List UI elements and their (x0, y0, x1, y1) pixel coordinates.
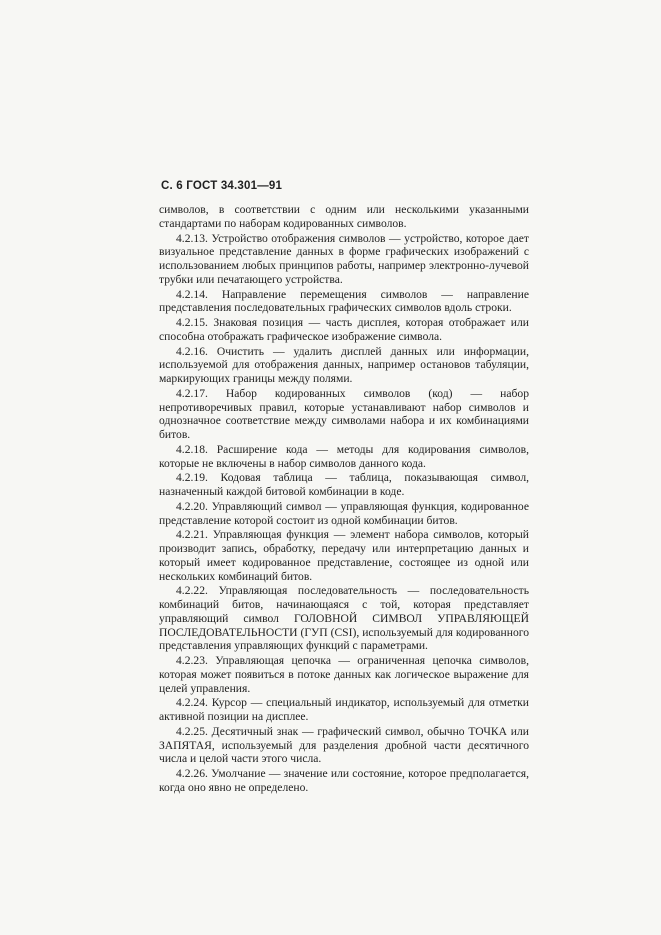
paragraph-4-2-21: 4.2.21. Управляющая функция — элемент набора символов, который производит запись, обработку, передачу или интерпретацию данных и который имеет кодированное представление, состоящее из одной или нескольких комбинаций битов. (159, 528, 529, 583)
paragraph-4-2-23: 4.2.23. Управляющая цепочка — ограниченная цепочка символов, которая может появиться в потоке данных как логическое выражение для целей управления. (159, 654, 529, 695)
paragraph-4-2-25: 4.2.25. Десятичный знак — графический символ, обычно ТОЧКА или ЗАПЯТАЯ, используемый для разделения дробной части десятичного числа и целой части этого числа. (159, 724, 529, 766)
paragraph-4-2-15: 4.2.15. Знаковая позиция — часть дисплея, которая отображает или способна отображать графическое изображение символа. (159, 316, 529, 343)
paragraph-4-2-19: 4.2.19. Кодовая таблица — таблица, показывающая символ, назначенный каждой битовой комбинации в коде. (159, 471, 529, 498)
document-body (159, 203, 529, 795)
paragraph-4-2-17: 4.2.17. Набор кодированных символов (код) — набор непротиворечивых правил, которые устанавливают набор символов и однозначное соответствие между символами набора и их комбинациями битов. (159, 386, 529, 441)
paragraph-continuation: символов, в соответствии с одним или несколькими указанными стандартами по наборам кодированных символов. (159, 203, 529, 230)
paragraph-4-2-26: 4.2.26. Умолчание — значение или состояние, которое предполагается, когда оно явно не определено. (159, 767, 529, 794)
paragraph-4-2-20: 4.2.20. Управляющий символ — управляющая функция, кодированное представление которой состоит из одной комбинации битов. (159, 499, 529, 527)
paragraph-4-2-13: 4.2.13. Устройство отображения символов — устройство, которое дает визуальное представление данных в форме графических изображений с использованием любых принципов работы, например электронно-лучевой трубки или печатающего устройства. (159, 231, 529, 286)
paragraph-4-2-24: 4.2.24. Курсор — специальный индикатор, используемый для отметки активной позиции на дисплее. (159, 696, 529, 723)
paragraph-4-2-18: 4.2.18. Расширение кода — методы для кодирования символов, которые не включены в набор символов данного кода. (159, 442, 529, 470)
page-header: С. 6 ГОСТ 34.301—91 (161, 180, 283, 192)
paragraph-4-2-22: 4.2.22. Управляющая последовательность — последовательность комбинаций битов, начинающаяся с той, которая представляет управляющий символ ГОЛОВНОЙ СИМВОЛ УПРАВЛЯЮЩЕЙ ПОСЛЕДОВАТЕЛЬНОСТИ (ГУП (CSI), используемый для кодированного представления управляющих функций с параметрами. (159, 584, 529, 653)
paragraph-4-2-14: 4.2.14. Направление перемещения символов — направление представления последовательных графических символов вдоль строки. (159, 287, 529, 315)
paragraph-4-2-16: 4.2.16. Очистить — удалить дисплей данных или информации, используемой для отображения данных, например остановов табуляции, маркирующих границы между полями. (159, 344, 529, 385)
